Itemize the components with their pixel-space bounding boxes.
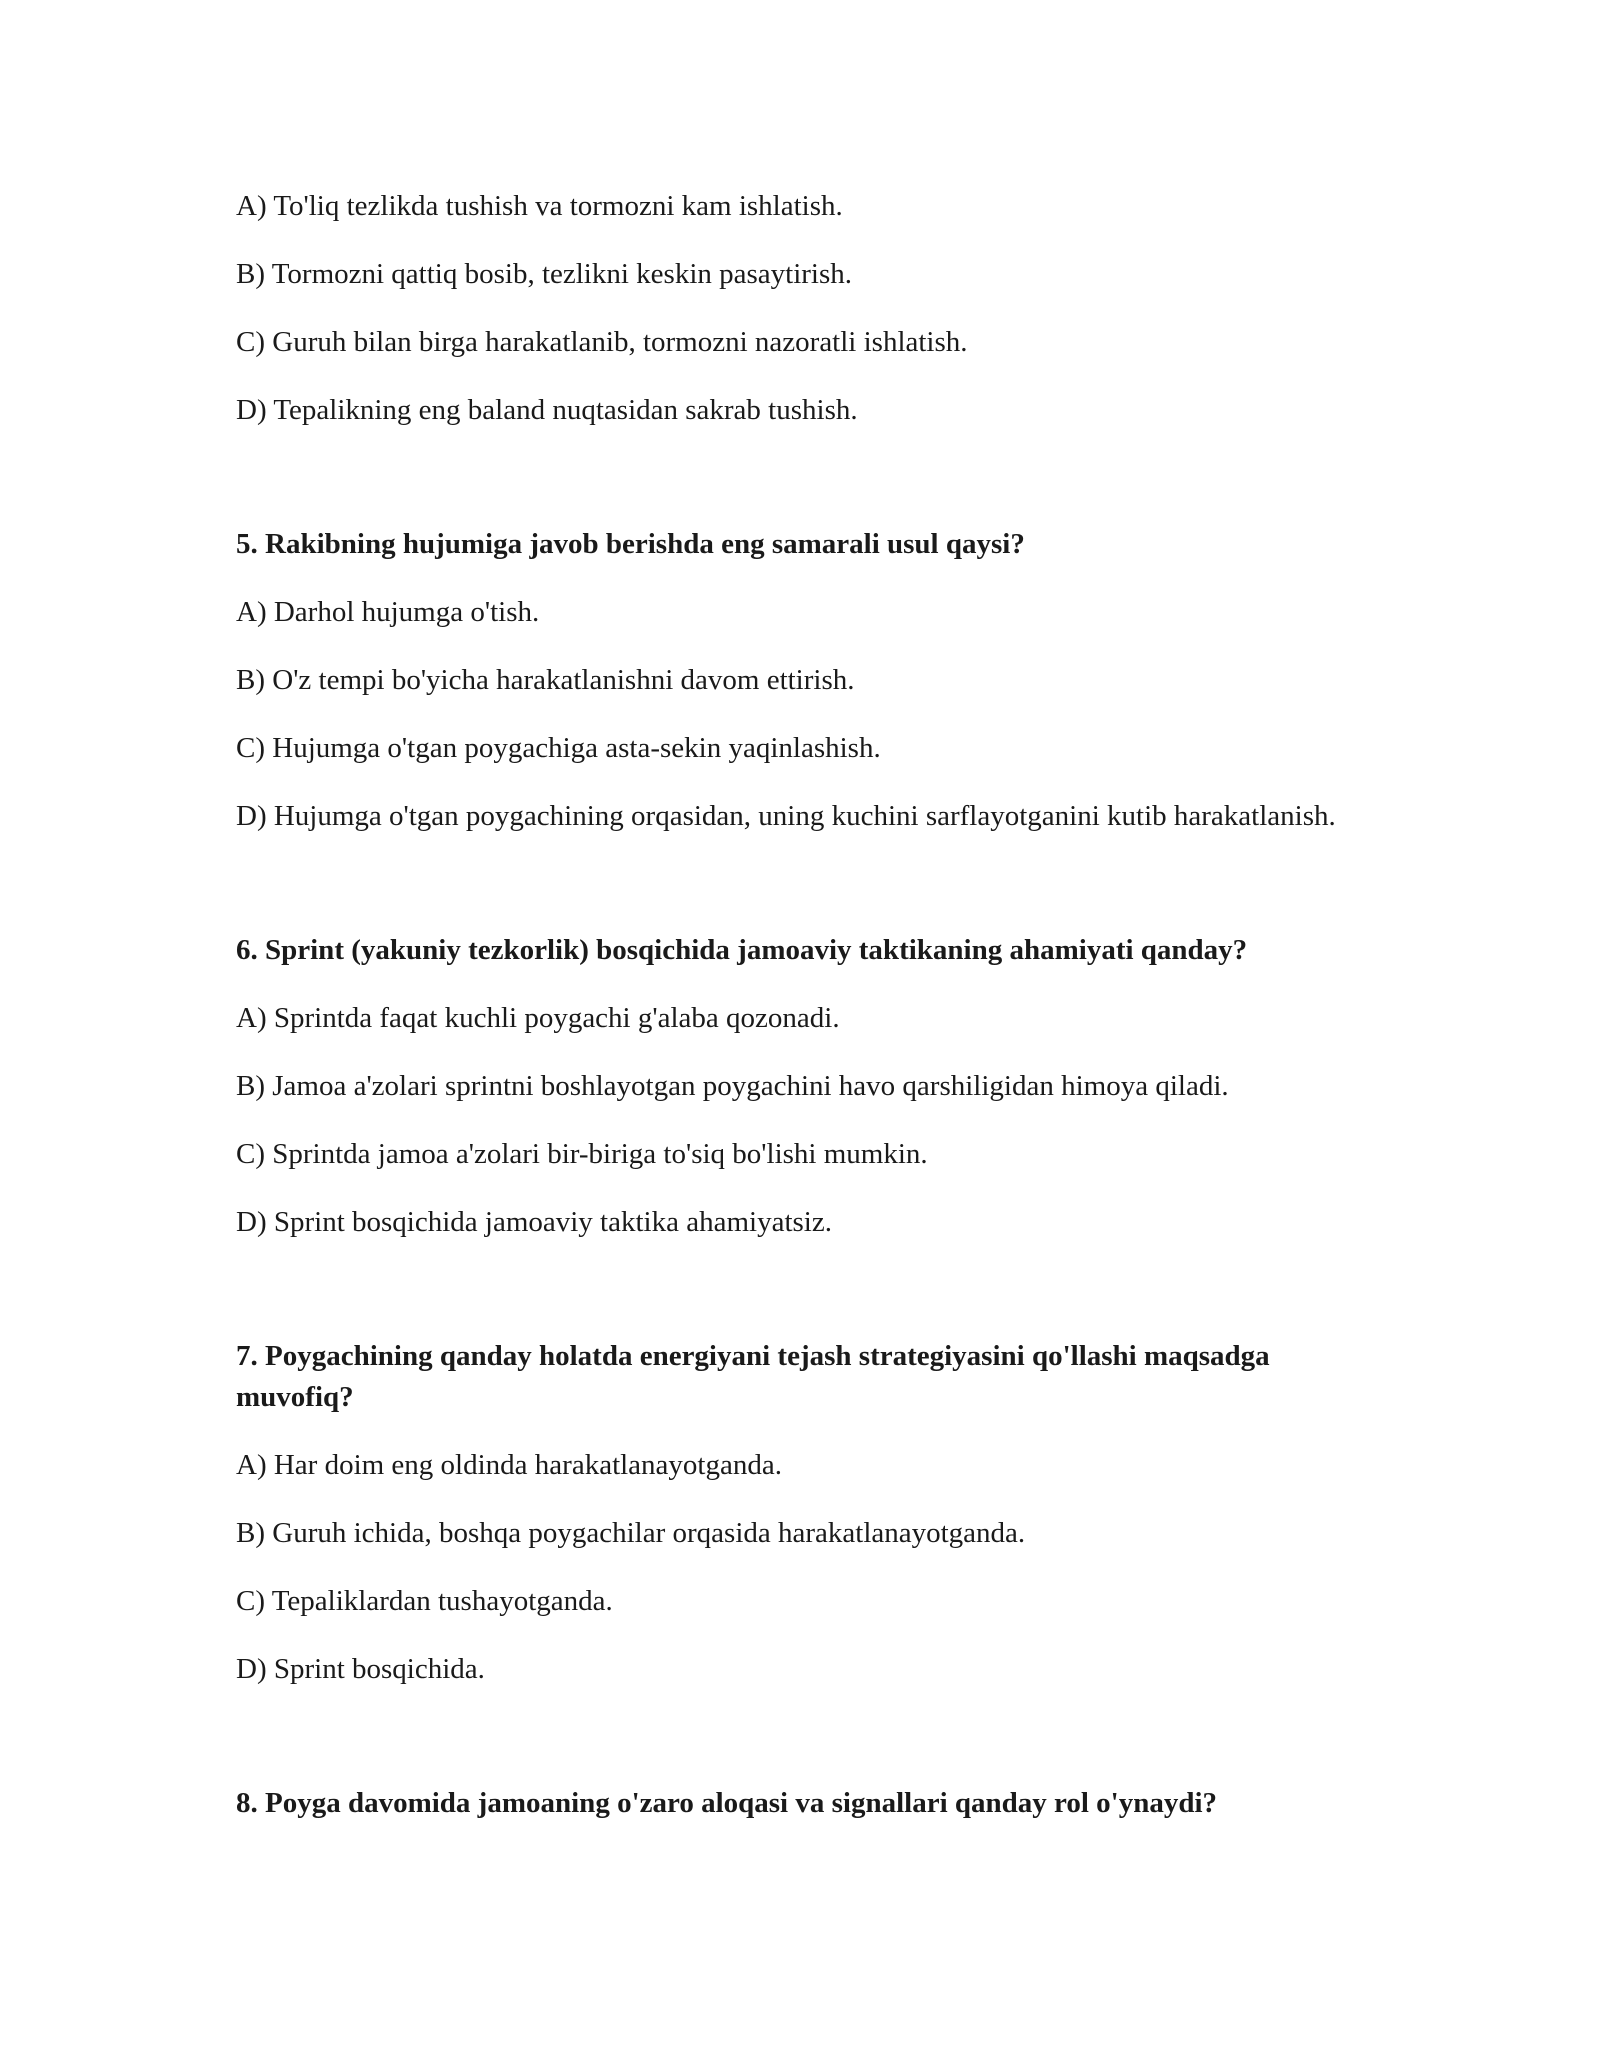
option-6d: D) Sprint bosqichida jamoaviy taktika ahamiyatsiz. [236,1206,832,1238]
spacer [236,1690,1366,1783]
option-5d: D) Hujumga o'tgan poygachining orqasidan, uning kuchini sarflayotganini kutib harakatlanish. [236,800,1336,832]
option-4a: A) To'liq tezlikda tushish va tormozni kam ishlatish. [236,190,843,222]
spacer [236,837,1366,930]
spacer [236,431,1366,524]
question-5-title: 5. Rakibning hujumiga javob berishda eng samarali usul qaysi? [236,528,1025,560]
option-7a: A) Har doim eng oldinda harakatlanayotganda. [236,1449,782,1481]
option-5c: C) Hujumga o'tgan poygachiga asta-sekin yaqinlashish. [236,732,881,764]
question-block-8 [236,1783,1366,1824]
question-block-5 [236,524,1366,837]
option-7c: C) Tepaliklardan tushayotganda. [236,1585,613,1617]
option-5a: A) Darhol hujumga o'tish. [236,596,540,628]
option-5b: B) O'z tempi bo'yicha harakatlanishni davom ettirish. [236,664,855,696]
option-4b: B) Tormozni qattiq bosib, tezlikni keskin pasaytirish. [236,258,853,290]
question-block-4-options [236,186,1366,431]
option-4c: C) Guruh bilan birga harakatlanib, tormozni nazoratli ishlatish. [236,326,968,358]
spacer [236,1243,1366,1336]
option-6a: A) Sprintda faqat kuchli poygachi g'alaba qozonadi. [236,1002,840,1034]
question-block-7 [236,1336,1366,1690]
document-page [236,186,1366,1851]
option-4d: D) Tepalikning eng baland nuqtasidan sakrab tushish. [236,394,858,426]
option-7b: B) Guruh ichida, boshqa poygachilar orqasida harakatlanayotganda. [236,1517,1026,1549]
option-6b: B) Jamoa a'zolari sprintni boshlayotgan poygachini havo qarshiligidan himoya qiladi. [236,1070,1229,1102]
question-8-title: 8. Poyga davomida jamoaning o'zaro aloqasi va signallari qanday rol o'ynaydi? [236,1787,1218,1819]
question-6-title: 6. Sprint (yakuniy tezkorlik) bosqichida jamoaviy taktikaning ahamiyati qanday? [236,934,1248,966]
option-6c: C) Sprintda jamoa a'zolari bir-biriga to'siq bo'lishi mumkin. [236,1138,928,1170]
question-block-6 [236,930,1366,1243]
option-7d: D) Sprint bosqichida. [236,1653,485,1685]
question-7-title: 7. Poygachining qanday holatda energiyani tejash strategiyasini qo'llashi maqsadga muvofiq? [236,1340,1270,1413]
